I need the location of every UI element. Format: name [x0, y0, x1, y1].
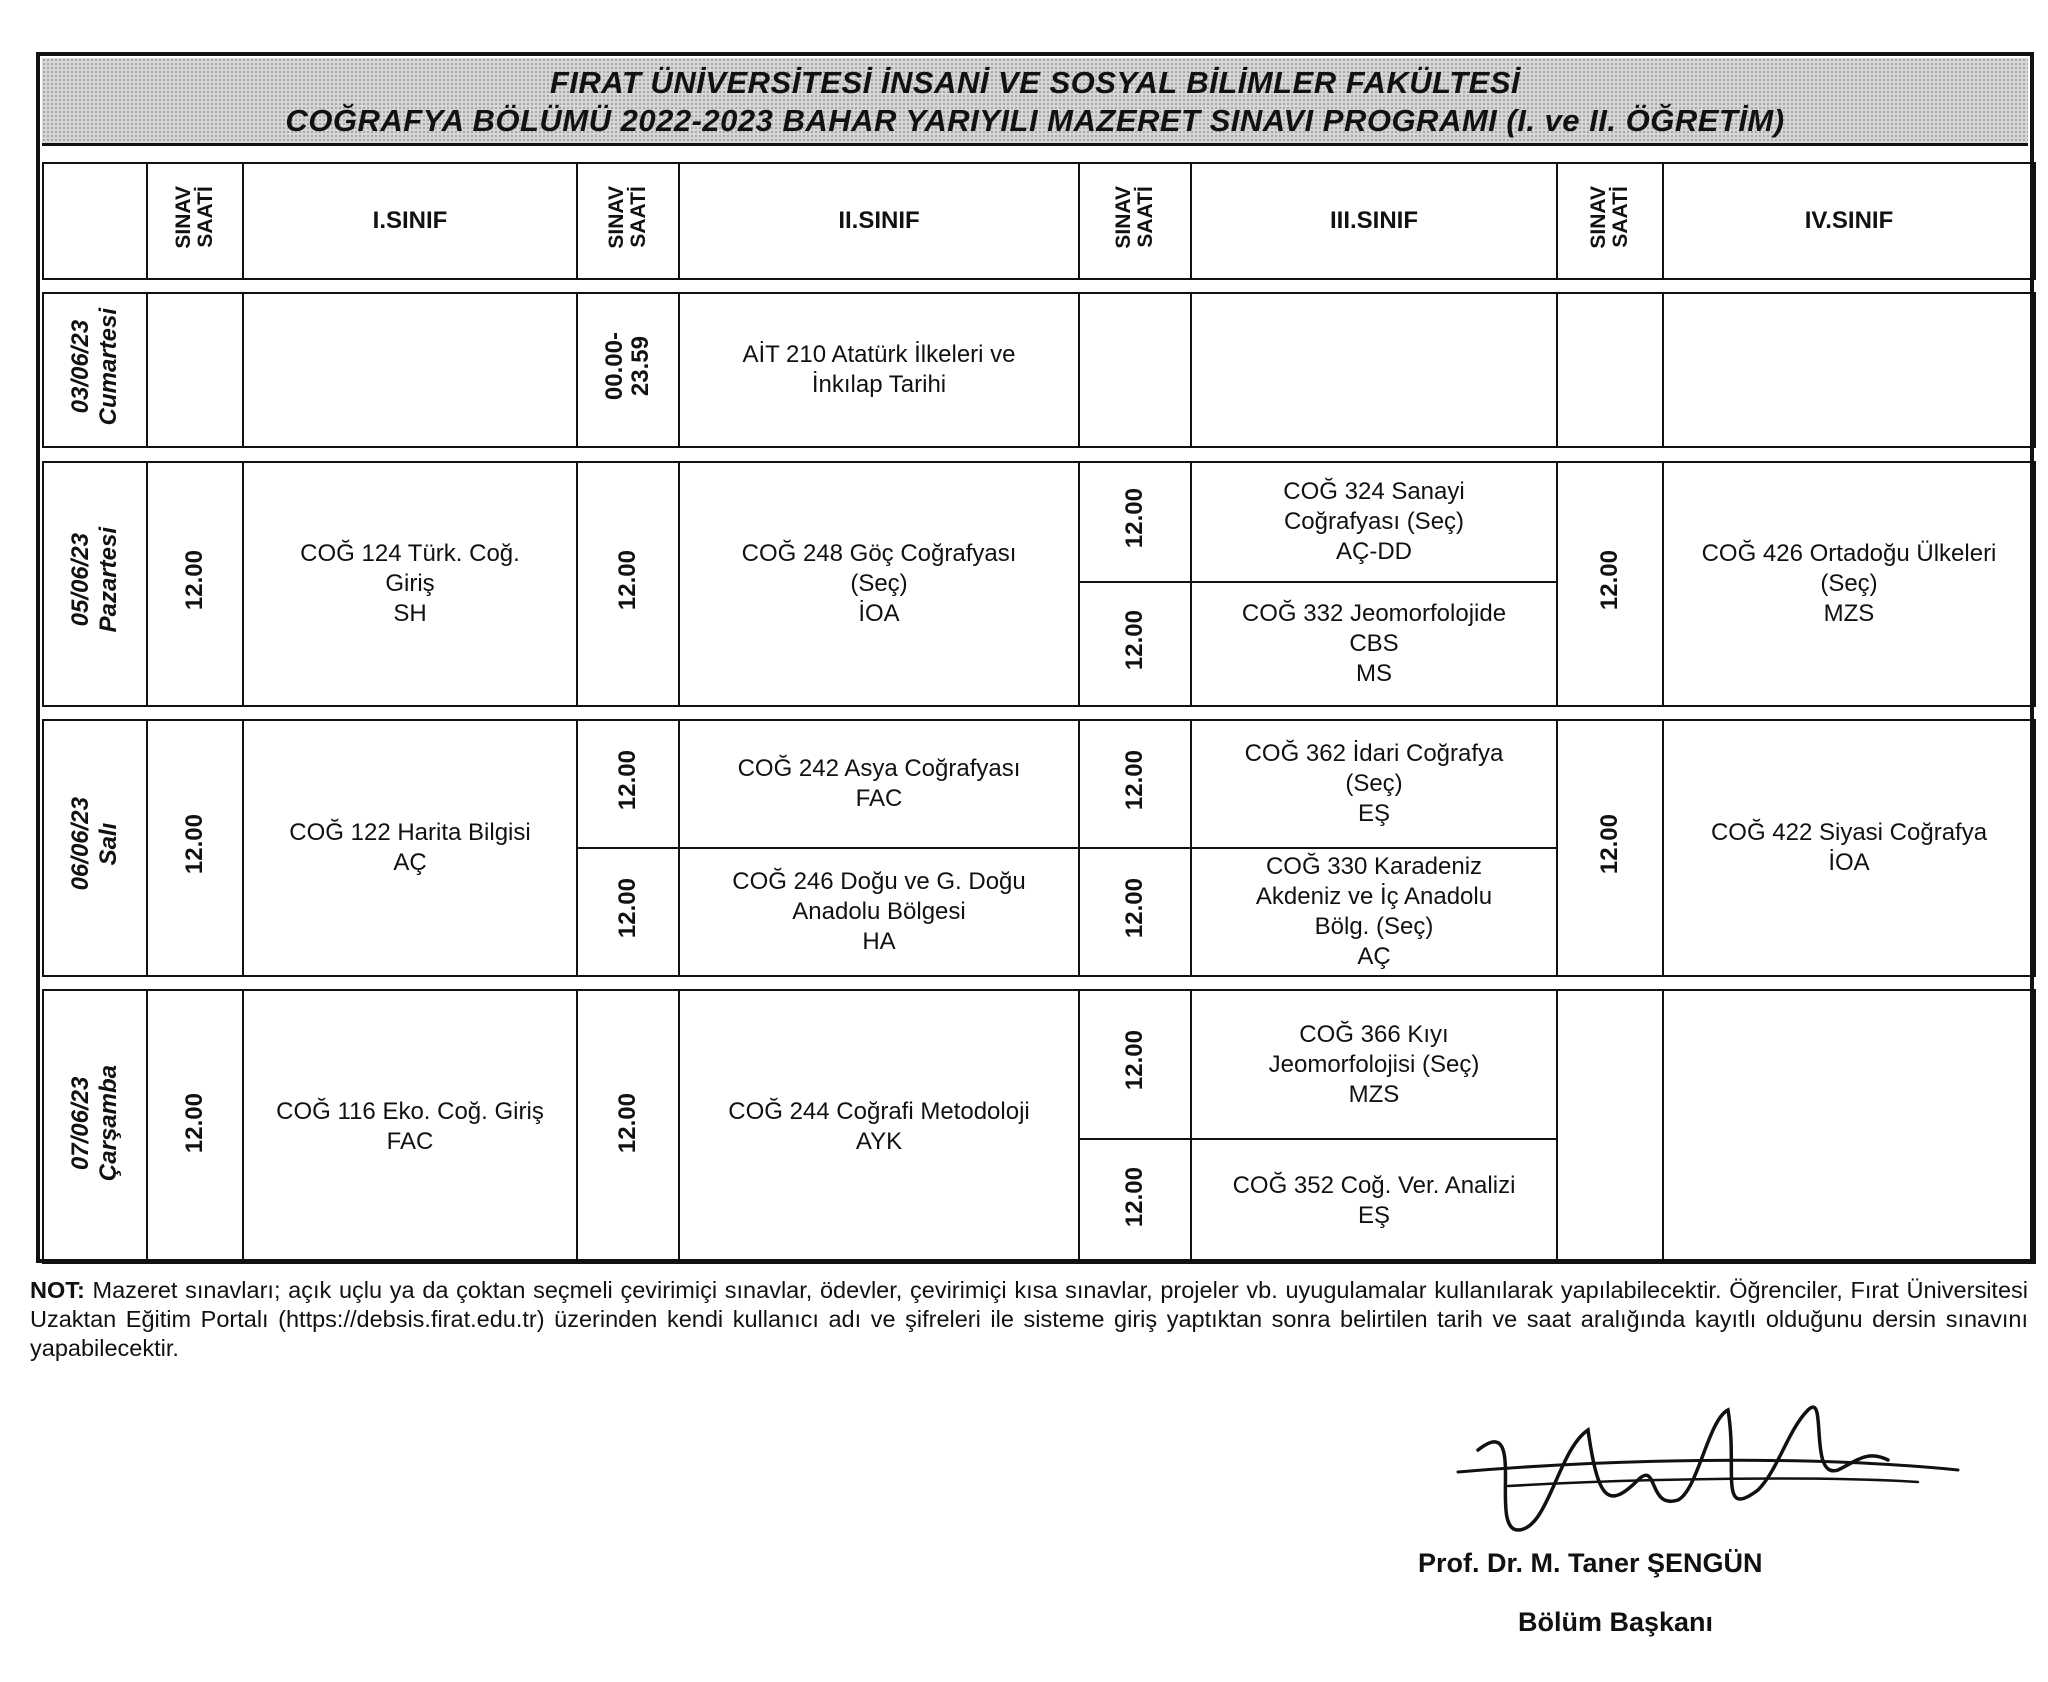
time-header-label: SINAV SAATİ: [172, 185, 217, 249]
course-line: (Seç): [1820, 569, 1878, 597]
exam-time: 12.00: [1596, 814, 1623, 875]
course-line: AİT 210 Atatürk İlkeleri ve: [742, 341, 1016, 369]
day-cell: [43, 990, 147, 1263]
course-line: Jeomorfolojisi (Seç): [1268, 1050, 1480, 1078]
time-header-label: SINAV SAATİ: [605, 185, 650, 249]
course-line: İnkılap Tarihi: [811, 371, 947, 399]
course-line: CBS: [1349, 629, 1399, 657]
time-cell: [577, 462, 679, 706]
time-cell: [577, 848, 679, 976]
course-cell: [1191, 462, 1557, 582]
course-cell: [679, 293, 1079, 447]
course-line: COĞ 366 Kıyı: [1299, 1020, 1449, 1048]
exam-schedule-table: [42, 162, 2036, 1264]
time-cell: [577, 293, 679, 447]
exam-time: 12.00: [1121, 1030, 1148, 1091]
course-line: COĞ 248 Göç Coğrafyası: [741, 539, 1017, 567]
corner-cell: [43, 163, 147, 279]
header-line-1: FIRAT ÜNİVERSİTESİ İNSANİ VE SOSYAL BİLİMLER FAKÜLTESİ: [549, 65, 1521, 100]
course-line: MZS: [1348, 1080, 1400, 1108]
exam-time: 12.00: [614, 750, 641, 811]
signatory-name: Prof. Dr. M. Taner ŞENGÜN: [1418, 1548, 1763, 1578]
course-line: COĞ 332 Jeomorfolojide: [1241, 599, 1507, 627]
day-cell: [43, 293, 147, 447]
time-cell: [1079, 462, 1191, 582]
course-cell: [243, 462, 577, 706]
course-line: COĞ 124 Türk. Coğ.: [300, 539, 520, 567]
time-cell: [147, 990, 243, 1263]
time-cell: [1079, 582, 1191, 706]
time-cell: [1079, 990, 1191, 1138]
day-cell: [43, 462, 147, 706]
exam-time: 12.00: [1121, 609, 1148, 670]
separator-row: [43, 706, 2035, 720]
header-row: [43, 163, 2035, 279]
course-line: COĞ 122 Harita Bilgisi: [289, 819, 531, 847]
day-label: 03/06/23 Cumartesi: [67, 307, 122, 426]
day-label: 06/06/23 Salı: [67, 797, 122, 891]
empty-cell: [147, 293, 243, 447]
course-line: HA: [862, 928, 896, 956]
empty-cell: [1663, 990, 2035, 1263]
time-cell: [1557, 720, 1663, 976]
course-line: COĞ 242 Asya Coğrafyası: [737, 755, 1021, 783]
course-cell: [243, 720, 577, 976]
course-line: COĞ 324 Sanayi: [1283, 477, 1465, 505]
course-line: EŞ: [1357, 1201, 1390, 1229]
time-header-label: SINAV SAATİ: [1112, 185, 1157, 249]
course-line: İOA: [1828, 849, 1870, 877]
empty-cell: [243, 293, 577, 447]
course-line: Anadolu Bölgesi: [792, 898, 966, 926]
exam-time: 12.00: [614, 1092, 641, 1153]
course-line: SH: [393, 599, 427, 627]
course-line: COĞ 352 Coğ. Ver. Analizi: [1232, 1171, 1516, 1199]
course-line: MS: [1356, 659, 1392, 687]
course-cell: [1191, 582, 1557, 706]
course-line: FAC: [386, 1127, 434, 1155]
exam-time: 12.00: [1596, 549, 1623, 610]
document-header: [42, 58, 2028, 146]
empty-cell: [1663, 293, 2035, 447]
course-line: İOA: [858, 599, 900, 627]
exam-time: 12.00: [1121, 487, 1148, 548]
exam-time: 12.00: [614, 549, 641, 610]
course-line: Giriş: [385, 569, 435, 597]
day-label: 07/06/23 Çarşamba: [67, 1064, 122, 1181]
course-cell: [679, 462, 1079, 706]
course-line: Coğrafyası (Seç): [1283, 507, 1465, 535]
course-line: COĞ 244 Coğrafi Metodoloji: [728, 1097, 1030, 1125]
course-cell: [679, 990, 1079, 1263]
exam-time: 12.00: [181, 814, 208, 875]
note-text: Mazeret sınavları; açık uçlu ya da çoktan seçmeli çevirimiçi sınavlar, ödevler, çevirimiçi kısa sınavlar, projeler vb. uyugulamalar kullanılarak yapılabilecektir. Öğrenciler, Fırat Üniversitesi Uzaktan Eğitim Portalı (https://debsis.firat.edu.tr) üzerinden kendi kullanıcı adı ve şifreleri ile sisteme giriş yaptıktan sonra belirtilen tarih ve saat aralığında kayıtlı olduğunu dersin sınavını yapabilecektir.: [30, 1277, 2028, 1361]
day-row: [43, 720, 2035, 848]
exam-time: 12.00: [1121, 750, 1148, 811]
class3-header: III.SINIF: [1191, 163, 1557, 279]
exam-time: 12.00: [1121, 878, 1148, 939]
course-line: COĞ 330 Karadeniz: [1265, 853, 1483, 881]
empty-cell: [1557, 293, 1663, 447]
time-cell: [1079, 1139, 1191, 1263]
course-line: MZS: [1823, 599, 1875, 627]
day-row: [43, 990, 2035, 1138]
class1-header: I.SINIF: [243, 163, 577, 279]
time-cell: [577, 720, 679, 848]
course-line: COĞ 422 Siyasi Coğrafya: [1710, 819, 1988, 847]
course-cell: [1663, 462, 2035, 706]
course-line: Bölg. (Seç): [1314, 913, 1434, 941]
note-label: NOT:: [30, 1277, 85, 1303]
time-header-3: [1079, 163, 1191, 279]
time-cell: [147, 720, 243, 976]
class4-header: IV.SINIF: [1663, 163, 2035, 279]
day-label: 05/06/23 Pazartesi: [67, 527, 122, 633]
time-cell: [577, 990, 679, 1263]
course-line: COĞ 246 Doğu ve G. Doğu: [732, 868, 1026, 896]
course-line: COĞ 116 Eko. Coğ. Giriş: [276, 1097, 544, 1125]
exam-time: 12.00: [181, 549, 208, 610]
footnote: [30, 1276, 2028, 1363]
course-line: AÇ: [393, 849, 427, 877]
course-cell: [679, 848, 1079, 976]
exam-time: 00.00- 23.59: [601, 332, 654, 401]
header-line-2: COĞRAFYA BÖLÜMÜ 2022-2023 BAHAR YARIYILI MAZERET SINAVI PROGRAMI (I. ve II. ÖĞRETİM): [285, 103, 1785, 138]
time-cell: [1079, 848, 1191, 976]
course-cell: [679, 720, 1079, 848]
empty-cell: [1079, 293, 1191, 447]
time-header-1: [147, 163, 243, 279]
course-line: AÇ-DD: [1336, 537, 1412, 565]
course-cell: [243, 990, 577, 1263]
course-cell: [1663, 720, 2035, 976]
time-cell: [1557, 462, 1663, 706]
time-header-2: [577, 163, 679, 279]
course-line: AÇ: [1357, 943, 1391, 971]
time-cell: [147, 462, 243, 706]
exam-time: 12.00: [614, 878, 641, 939]
course-line: (Seç): [1345, 770, 1403, 798]
day-cell: [43, 720, 147, 976]
class2-header: II.SINIF: [679, 163, 1079, 279]
course-cell: [1191, 990, 1557, 1138]
empty-cell: [1557, 990, 1663, 1263]
day-row: [43, 293, 2035, 447]
course-line: COĞ 362 İdari Coğrafya: [1244, 740, 1504, 768]
signatory-title: Bölüm Başkanı: [1518, 1607, 1714, 1637]
time-header-4: [1557, 163, 1663, 279]
course-line: COĞ 426 Ortadoğu Ülkeleri: [1701, 539, 1997, 567]
separator-row: [43, 447, 2035, 461]
time-cell: [1079, 720, 1191, 848]
course-line: AYK: [855, 1127, 903, 1155]
day-row: [43, 462, 2035, 582]
time-header-label: SINAV SAATİ: [1587, 185, 1632, 249]
course-line: EŞ: [1357, 800, 1390, 828]
course-line: FAC: [855, 785, 903, 813]
course-line: (Seç): [850, 569, 908, 597]
course-line: Akdeniz ve İç Anadolu: [1255, 883, 1493, 911]
separator-row: [43, 279, 2035, 293]
exam-time: 12.00: [181, 1092, 208, 1153]
exam-time: 12.00: [1121, 1166, 1148, 1227]
handwritten-signature: [1448, 1390, 1968, 1550]
course-cell: [1191, 848, 1557, 976]
course-cell: [1191, 720, 1557, 848]
course-cell: [1191, 1139, 1557, 1263]
empty-cell: [1191, 293, 1557, 447]
separator-row: [43, 976, 2035, 990]
